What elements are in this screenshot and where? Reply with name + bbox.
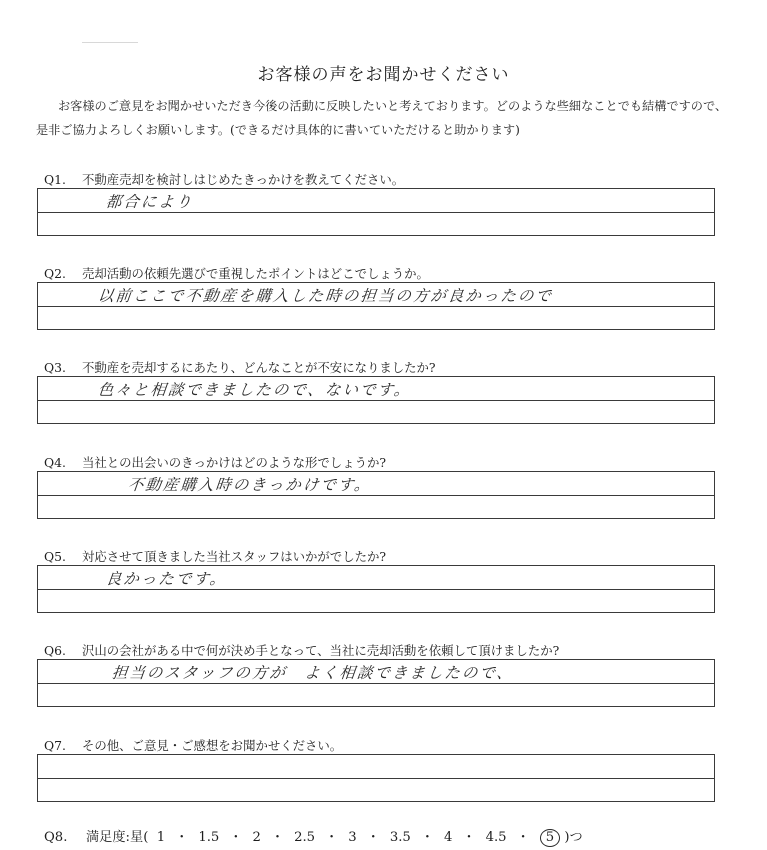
answer-box-1[interactable] xyxy=(37,188,715,236)
question-text: その他、ご意見・ご感想をお聞かせください。 xyxy=(82,738,343,753)
answer-box-2[interactable] xyxy=(37,282,715,330)
handwritten-answer: 以前ここで不動産を購入した時の担当の方が良かったので xyxy=(96,287,554,305)
rating-suffix: )つ xyxy=(564,830,583,845)
rating-option[interactable]: 3 xyxy=(348,830,357,845)
page-title: お客様の声をお聞かせください xyxy=(257,65,510,85)
handwritten-answer: 良かったです。 xyxy=(104,570,229,588)
handwritten-answer: 色々と相談できましたので、ないです。 xyxy=(96,381,413,399)
satisfaction-rating xyxy=(44,826,583,847)
question-number: Q4. xyxy=(44,455,66,470)
rating-separator: ・ xyxy=(229,830,243,845)
question-number: Q3. xyxy=(44,360,66,375)
rating-option[interactable]: 2.5 xyxy=(294,830,316,845)
question-number: Q6. xyxy=(44,643,66,658)
question-1 xyxy=(44,170,404,188)
question-number: Q8. xyxy=(44,830,68,845)
question-text: 沢山の会社がある中で何が決め手となって、当社に売却活動を依頼して頂けましたか? xyxy=(82,643,560,658)
question-7 xyxy=(44,736,342,754)
answer-box-6[interactable] xyxy=(37,659,715,707)
question-6 xyxy=(44,641,559,659)
answer-box-7[interactable] xyxy=(37,754,715,802)
rating-option[interactable]: 4.5 xyxy=(485,830,507,845)
question-2 xyxy=(44,264,429,282)
rating-separator: ・ xyxy=(516,830,530,845)
scan-mark xyxy=(82,42,138,43)
question-text: 不動産を売却するにあたり、どんなことが不安になりましたか? xyxy=(82,360,436,375)
question-number: Q2. xyxy=(44,266,66,281)
handwritten-answer: 都合により xyxy=(104,193,195,211)
answer-box-4[interactable] xyxy=(37,471,715,519)
rating-separator: ・ xyxy=(270,830,285,845)
question-number: Q7. xyxy=(44,738,66,753)
question-text: 不動産売却を検討しはじめたきっかけを教えてください。 xyxy=(82,172,405,187)
rating-option[interactable]: 2 xyxy=(252,830,261,845)
rating-separator: ・ xyxy=(462,830,476,845)
question-text: 当社との出会いのきっかけはどのような形でしょうか? xyxy=(82,455,387,470)
question-number: Q5. xyxy=(44,549,66,564)
rating-separator: ・ xyxy=(420,830,434,845)
question-5 xyxy=(44,547,386,565)
handwritten-answer: 不動産購入時のきっかけです。 xyxy=(126,476,373,494)
intro-text: お客様のご意見をお聞かせいただき今後の活動に反映したいと考えております。どのような些細なことでも結構ですので、是非ご協力よろしくお願いします。(できるだけ具体的に書いていただけると助かります) xyxy=(36,99,728,137)
answer-box-3[interactable] xyxy=(37,376,715,424)
answer-box-5[interactable] xyxy=(37,565,715,613)
handwritten-answer: 担当のスタッフの方が よく相談できましたので、 xyxy=(110,664,516,682)
rating-label: 満足度:星( xyxy=(86,830,149,845)
question-text: 売却活動の依頼先選びで重視したポイントはどこでしょうか。 xyxy=(82,266,429,281)
rating-options xyxy=(157,830,560,845)
rating-option[interactable]: 3.5 xyxy=(389,830,411,845)
question-4 xyxy=(44,453,386,471)
question-number: Q1. xyxy=(44,172,66,187)
rating-option[interactable]: 1.5 xyxy=(198,830,220,845)
rating-option[interactable]: 1 xyxy=(156,830,166,845)
rating-separator: ・ xyxy=(366,830,380,845)
rating-option[interactable]: 5 xyxy=(540,829,560,847)
rating-separator: ・ xyxy=(325,830,339,845)
rating-option[interactable]: 4 xyxy=(443,830,453,845)
rating-separator: ・ xyxy=(175,830,189,845)
question-text: 対応させて頂きました当社スタッフはいかがでしたか? xyxy=(82,549,387,564)
question-3 xyxy=(44,358,436,376)
